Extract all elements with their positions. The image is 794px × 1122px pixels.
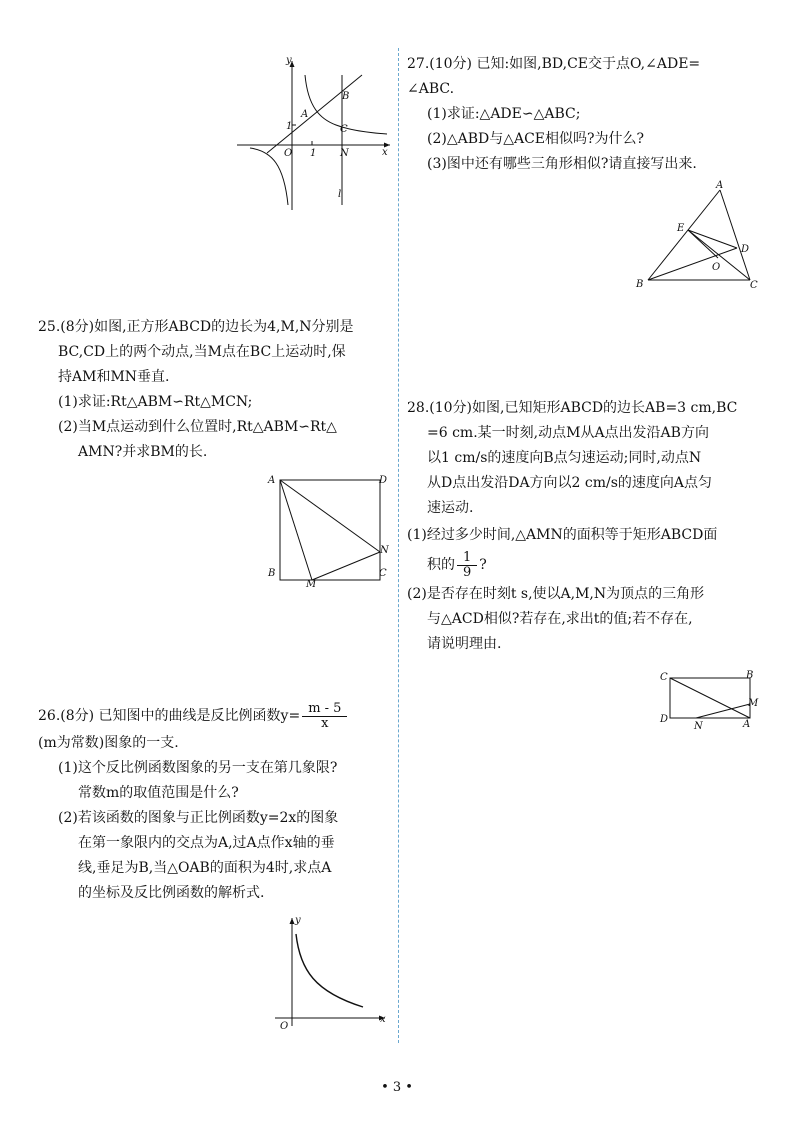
q26-part2c: 线,垂足为B,当△OAB的面积为4时,求点A: [78, 860, 332, 876]
q27-A-label: A: [716, 180, 724, 191]
q25-head: 25.(8分)如图,正方形ABCD的边长为4,M,N分别是: [38, 319, 354, 335]
q27-D-label: D: [741, 244, 750, 255]
question-25: [38, 315, 390, 465]
q26-part2a: (2)若该函数的图象与正比例函数y=2x的图象: [58, 810, 339, 826]
q26-x-label: x: [380, 1014, 386, 1025]
q24-C-label: C: [340, 124, 348, 135]
q28-figure: [656, 668, 766, 734]
q28-line5: 速运动.: [427, 500, 474, 516]
q27-part2: (2)△ABD与△ACE相似吗?为什么?: [427, 131, 645, 147]
q24-one-x-label: 1: [310, 148, 317, 159]
q24-B-label: B: [342, 91, 350, 102]
q28-part1b-line: [407, 548, 763, 582]
q27-figure: [630, 180, 765, 292]
q24-x-label: x: [382, 147, 388, 158]
q24-y-label: y: [286, 55, 292, 66]
q26-part2d: 的坐标及反比例函数的解析式.: [78, 885, 265, 901]
page-number: • 3 •: [381, 1080, 413, 1095]
q26-head-line: [38, 701, 394, 731]
q26-frac-den: x: [321, 715, 329, 731]
q25-M-label: M: [306, 579, 317, 590]
q28-part2a: (2)是否存在时刻t s,使以A,M,N为顶点的三角形: [407, 586, 705, 602]
q26-line2: (m为常数)图象的一支.: [38, 735, 179, 751]
q27-O-label: O: [712, 262, 721, 273]
q25-N-label: N: [380, 545, 389, 556]
q28-M-label: M: [748, 698, 759, 709]
q25-part2b: AMN?并求BM的长.: [78, 444, 208, 460]
column-divider: [398, 48, 399, 1043]
q25-line2: BC,CD上的两个动点,当M点在BC上运动时,保: [58, 344, 346, 360]
q28-part1b-pre: 积的: [427, 557, 455, 573]
q27-part3: (3)图中还有哪些三角形相似?请直接写出来.: [427, 156, 697, 172]
q27-B-label: B: [636, 279, 644, 290]
q28-part1a: (1)经过多少时间,△AMN的面积等于矩形ABCD面: [407, 527, 718, 543]
q25-line3: 持AM和MN垂直.: [58, 369, 170, 385]
q28-frac-num: 1: [457, 551, 477, 566]
q28-part1b-post: ?: [479, 557, 487, 573]
q26-head: 26.(8分) 已知图中的曲线是反比例函数y=: [38, 708, 301, 724]
question-28: [407, 396, 763, 657]
q24-one-y-label: 1: [286, 121, 293, 132]
q28-A-label: A: [743, 719, 751, 730]
q26-frac-num: m - 5: [302, 702, 347, 717]
q24-l-label: l: [338, 189, 342, 200]
q28-line2: =6 cm.某一时刻,动点M从A点出发沿AB方向: [427, 425, 709, 441]
q28-line3: 以1 cm/s的速度向B点匀速运动;同时,动点N: [427, 450, 702, 466]
question-27: [407, 52, 762, 177]
q25-C-label: C: [379, 568, 387, 579]
q24-A-label: A: [301, 109, 309, 120]
q27-line2: ∠ABC.: [407, 81, 455, 97]
q27-E-label: E: [677, 223, 685, 234]
q26-part2b: 在第一象限内的交点为A,过A点作x轴的垂: [78, 835, 335, 851]
q28-B-label: B: [746, 670, 754, 681]
q26-figure: [270, 912, 395, 1032]
q25-B-label: B: [268, 568, 276, 579]
q26-part1b: 常数m的取值范围是什么?: [78, 785, 239, 801]
q27-C-label: C: [750, 280, 758, 291]
q28-fraction: [457, 551, 477, 580]
q28-C-label: C: [660, 672, 668, 683]
q26-y-label: y: [295, 915, 301, 926]
q28-part2b: 与△ACD相似?若存在,求出t的值;若不存在,: [427, 611, 693, 627]
question-26: [38, 701, 394, 906]
q25-part2a: (2)当M点运动到什么位置时,Rt△ABM∽Rt△: [58, 419, 337, 435]
q26-O-label: O: [280, 1021, 289, 1032]
q25-D-label: D: [379, 475, 388, 486]
q26-fraction: [302, 702, 347, 731]
q28-line4: 从D点出发沿DA方向以2 cm/s的速度向A点匀: [427, 475, 713, 491]
q25-figure: [262, 472, 392, 592]
q24-N-label: N: [340, 148, 349, 159]
q25-A-label: A: [268, 475, 276, 486]
q24-figure: [232, 55, 397, 215]
q24-O-label: O: [284, 148, 293, 159]
q28-D-label: D: [660, 714, 669, 725]
q28-frac-den: 9: [463, 564, 472, 580]
q27-head: 27.(10分) 已知:如图,BD,CE交于点O,∠ADE=: [407, 56, 701, 72]
q25-part1: (1)求证:Rt△ABM∽Rt△MCN;: [58, 394, 253, 410]
q28-N-label: N: [694, 721, 703, 732]
q27-part1: (1)求证:△ADE∽△ABC;: [427, 106, 581, 122]
q28-part2c: 请说明理由.: [427, 636, 502, 652]
q28-head: 28.(10分)如图,已知矩形ABCD的边长AB=3 cm,BC: [407, 400, 738, 416]
q26-part1a: (1)这个反比例函数图象的另一支在第几象限?: [58, 760, 338, 776]
